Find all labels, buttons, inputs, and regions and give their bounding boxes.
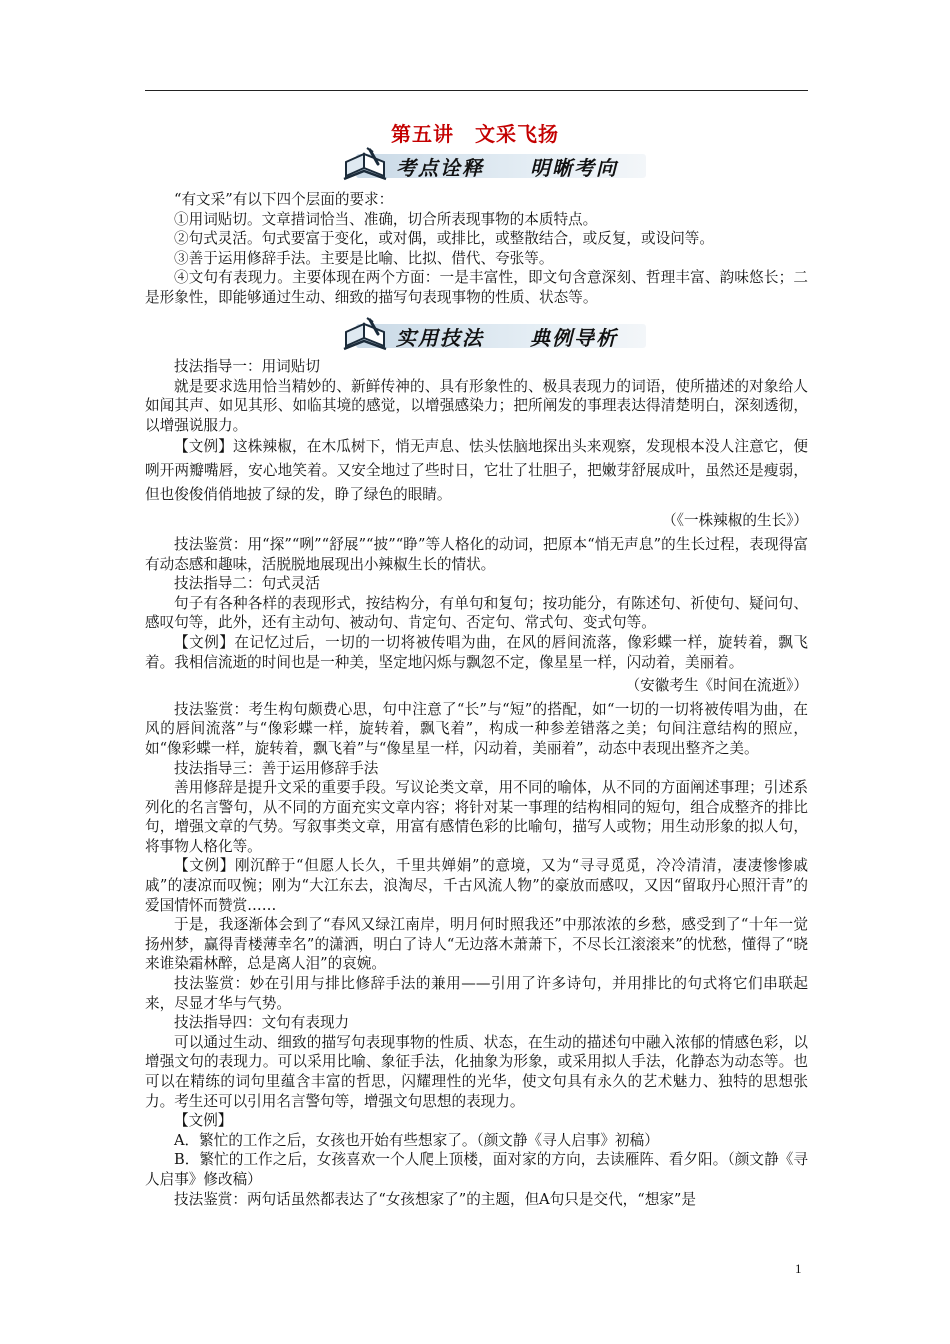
requirement-item: ②句式灵活。句式要富于变化，或对偶，或排比，或整散结合，或反复，或设问等。 xyxy=(174,230,714,248)
technique-appreciation: 技法鉴赏：用“探”“咧”“舒展”“披”“睁”等人格化的动词，把原本“悄无声息”的生长过程，表现得富有动态感和趣味，活脱脱地展现出小辣椒生长的情状。 xyxy=(145,535,808,573)
header-rule xyxy=(145,90,808,91)
banner-label-right: 典例导析 xyxy=(530,326,618,350)
technique-appreciation: 技法鉴赏：考生构句颇费心思，句中注意了“长”与“短”的搭配，如“一切的一切将被传唱为曲，在风的唇间流落”与“像彩蝶一样，旋转着，飘飞着”，构成一种参差错落之美；句间注意结构的照应，如“像彩蝶一样，旋转着，飘飞着”与“像星星一样，闪动着，美丽着”，动态中表现出整齐之美。 xyxy=(145,700,808,757)
section-requirements xyxy=(145,190,808,308)
open-book-icon xyxy=(342,146,392,184)
section-banner-techniques xyxy=(342,316,652,354)
banner-label-right: 明晰考向 xyxy=(530,156,618,180)
banner-label-left: 考点诠释 xyxy=(396,156,484,180)
banner-label-left: 实用技法 xyxy=(396,326,484,350)
technique-body: 可以通过生动、细致的描写句表现事物的性质、状态，在生动的描述句中融入浓郁的情感色彩，以增强文句的表现力。可以采用比喻、象征手法，化抽象为形象，或采用拟人手法，化静态为动态等。也可以在精练的词句里蕴含丰富的哲思，闪耀理性的光华，使文句具有永久的艺术魅力、独特的思想张力。考生还可以引用名言警句等，增强文句思想的表现力。 xyxy=(145,1033,808,1110)
technique-title: 技法指导三：善于运用修辞手法 xyxy=(174,759,379,777)
example-text: 【文例】这株辣椒，在木瓜树下，悄无声息、怯头怯脑地探出头来观察，发现根本没人注意它，便咧开两瓣嘴唇，安心地笑着。又安全地过了些时日，它壮了壮胆子，把嫩芽舒展成叶，虽然还是瘦弱，但也俊俊俏俏地披了绿的发，睁了绿色的眼睛。 xyxy=(145,438,808,504)
page-number: 1 xyxy=(795,1261,802,1276)
example-option-b: B．繁忙的工作之后，女孩喜欢一个人爬上顶楼，面对家的方向，去读雁阵、看夕阳。（颜文静《寻人启事》修改稿） xyxy=(145,1151,808,1188)
technique-body: 句子有各种各样的表现形式，按结构分，有单句和复句；按功能分，有陈述句、祈使句、疑问句、感叹句等，此外，还有主动句、被动句、肯定句、否定句、常式句、变式句等。 xyxy=(145,594,808,632)
open-book-icon xyxy=(342,316,392,354)
example-source: （《一株辣椒的生长》） xyxy=(662,512,808,530)
lesson-title: 第五讲 文采飞扬 xyxy=(391,122,559,146)
requirement-item: ③善于运用修辞手法。主要是比喻、比拟、借代、夸张等。 xyxy=(174,249,554,267)
example-text: 【文例】在记忆过后，一切的一切将被传唱为曲，在风的唇间流落，像彩蝶一样，旋转着，飘飞着。我相信流逝的时间也是一种美，坚定地闪烁与飘忽不定，像星星一样，闪动着，美丽着。 xyxy=(145,633,808,671)
example-text: 【文例】刚沉醉于“但愿人长久，千里共婵娟”的意境，又为“寻寻觅觅，冷冷清清，凄凄惨惨戚戚”的凄凉而叹惋；刚为“大江东去，浪淘尽，千古风流人物”的豪放而感叹，又因“留取丹心照汗青”的爱国情怀而赞赏…… xyxy=(145,857,808,914)
technique-body: 善用修辞是提升文采的重要手段。写议论类文章，用不同的喻体，从不同的方面阐述事理；引述系列化的名言警句，从不同的方面充实文章内容；将针对某一事理的结构相同的短句，组合成整齐的排比句，增强文章的气势。写叙事类文章，用富有感情色彩的比喻句，描写人或物；用生动形象的拟人句，将事物人格化等。 xyxy=(145,779,808,855)
requirements-intro: “有文采”有以下四个层面的要求： xyxy=(174,191,394,208)
technique-appreciation: 技法鉴赏：妙在引用与排比修辞手法的兼用——引用了许多诗句，并用排比的句式将它们串联起来，尽显才华与气势。 xyxy=(145,975,808,1012)
example-option-a: A．繁忙的工作之后，女孩也开始有些想家了。（颜文静《寻人启事》初稿） xyxy=(174,1131,659,1149)
section-techniques xyxy=(145,357,808,1209)
requirement-item: ④文句有表现力。主要体现在两个方面：一是丰富性，即文句含意深刻、哲理丰富、韵味悠长；二是形象性，即能够通过生动、细致的描写句表现事物的性质、状态等。 xyxy=(145,269,808,306)
technique-title: 技法指导二：句式灵活 xyxy=(174,575,320,593)
example-source: （安徽考生《时间在流逝》） xyxy=(625,677,808,695)
section-banner-key-points xyxy=(342,146,652,184)
example-text: 于是，我逐渐体会到了“春风又绿江南岸，明月何时照我还”中那浓浓的乡愁，感受到了“十年一觉扬州梦，赢得青楼薄幸名”的潇洒，明白了诗人“无边落木萧萧下，不尽长江滚滚来”的忧愁，懂得了“晓来谁染霜林醉，总是离人泪”的哀婉。 xyxy=(145,916,808,973)
requirement-item: ①用词贴切。文章措词恰当、准确，切合所表现事物的本质特点。 xyxy=(174,210,598,228)
technique-title: 技法指导四：文句有表现力 xyxy=(174,1014,350,1032)
example-label: 【文例】 xyxy=(174,1112,233,1130)
technique-body: 就是要求选用恰当精妙的、新鲜传神的、具有形象性的、极具表现力的词语，使所描述的对象给人如闻其声、如见其形、如临其境的感觉，以增强感染力；把所阐发的事理表达得清楚明白，深刻透彻，以增强说服力。 xyxy=(145,377,808,434)
technique-appreciation: 技法鉴赏：两句话虽然都表达了“女孩想家了”的主题，但A句只是交代，“想家”是 xyxy=(174,1190,696,1208)
technique-title: 技法指导一：用词贴切 xyxy=(174,358,320,375)
